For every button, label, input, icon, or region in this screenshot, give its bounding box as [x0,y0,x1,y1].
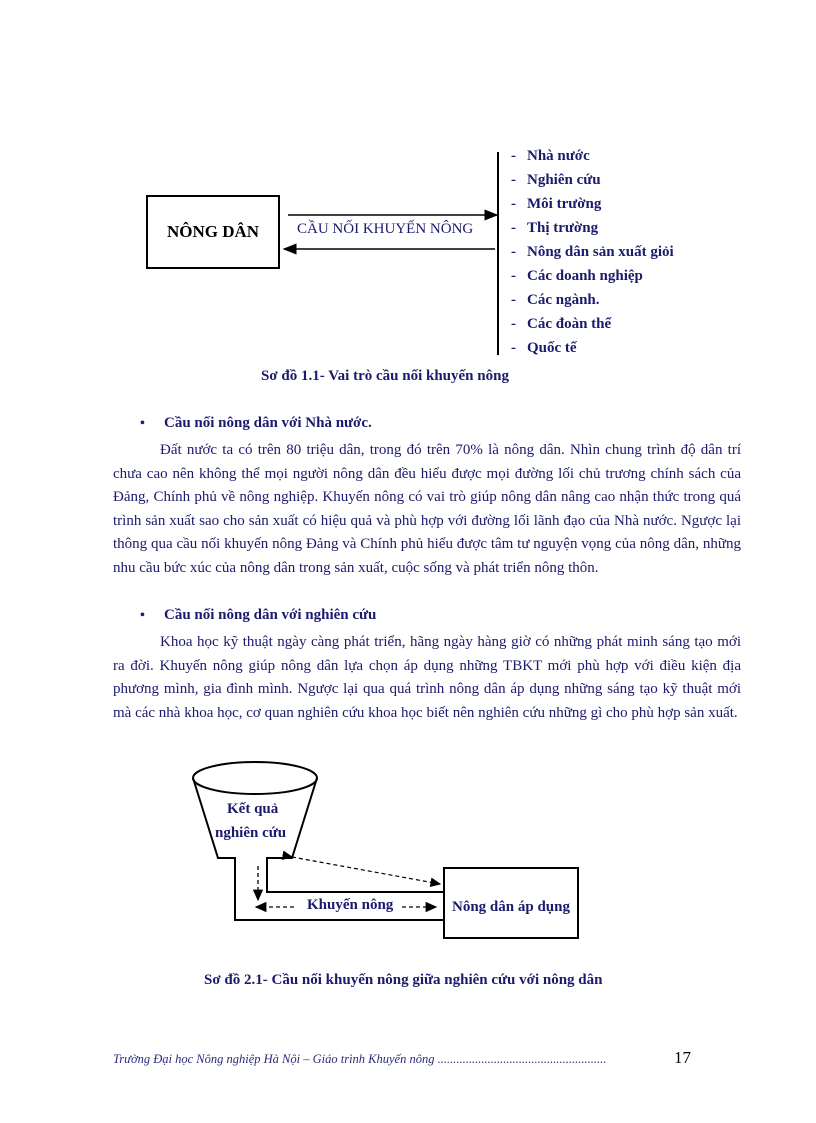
partner-item: - Thị trường [511,220,599,236]
section-paragraph: Đất nước ta có trên 80 triệu dân, trong đó trên 70% là nông dân. Nhìn chung trình độ dân trí chưa cao nên không thể mọi người nông dân đều hiểu được mọi đường lối chủ trương chính sách của Đảng, Chính phủ về nông nghiệp. Khuyến nông có vai trò giúp nông dân nâng cao nhận thức trong quá trình sản xuất sao cho sản xuất có hiệu quả và phù hợp với đường lối lãnh đạo của Nhà nước. Ngược lại thông qua cầu nối khuyến nông Đảng và Chính phủ hiểu được tâm tư nguyện vọng của nông dân, những nhu cầu bức xúc của nông dân trong sản xuất, cuộc sống và phát triển nông thôn. [113,442,741,576]
partner-item: - Các doanh nghiệp [511,268,643,284]
section-heading: • Cầu nối nông dân với nghiên cứu [140,607,377,623]
farmer-box [146,195,280,269]
partner-item: - Nghiên cứu [511,172,601,188]
funnel-label-line2: nghiên cứu [215,825,287,841]
funnel-top [193,762,317,794]
section-paragraph: Khoa học kỹ thuật ngày càng phát triển, hãng ngày hàng giờ có những phát minh sáng tạo mới ra đời. Khuyến nông giúp nông dân lựa chọn áp dụng những TBKT mới phù hợp với điều kiện địa phương mình, gia đình mình. Ngược lại qua quá trình nông dân áp dụng những sáng tạo kỹ thuật mới mà các nhà khoa học, cơ quan nghiên cứu khoa học biết nên nghiên cứu những gì cho phù hợp sản xuất. [113,634,741,721]
partner-item: - Quốc tế [511,340,577,356]
partner-item: - Nông dân sản xuất giỏi [511,244,674,260]
farmer-apply-label: Nông dân áp dụng [452,899,570,915]
feedback-arrow [292,857,440,884]
bullet-icon: • [140,608,145,623]
funnel-label-line1: Kết quả [227,801,279,817]
diagram2-caption: Sơ đồ 2.1- Cầu nối khuyến nông giữa nghiên cứu với nông dân [204,972,603,988]
bridge-arrows [280,150,520,365]
page-footer: Trường Đại học Nông nghiệp Hà Nội – Giáo trình Khuyến nông ...................................................... [113,1052,607,1066]
partner-item: - Các ngành. [511,292,600,308]
page-number: 17 [674,1048,691,1067]
bridge-label: CẦU NỐI KHUYẾN NÔNG [297,221,474,237]
section-heading: • Cầu nối nông dân với Nhà nước. [140,415,372,431]
diagram1-caption: Sơ đồ 1.1- Vai trò cầu nối khuyến nông [261,368,509,384]
farmer-box-label: NÔNG DÂN [166,222,260,241]
partner-item: - Các đoàn thể [511,316,612,332]
bullet-icon: • [140,416,145,431]
extension-label: Khuyến nông [307,897,394,913]
partner-item: - Nhà nước [511,148,590,164]
research-diagram [180,760,600,950]
partner-item: - Môi trường [511,196,602,212]
